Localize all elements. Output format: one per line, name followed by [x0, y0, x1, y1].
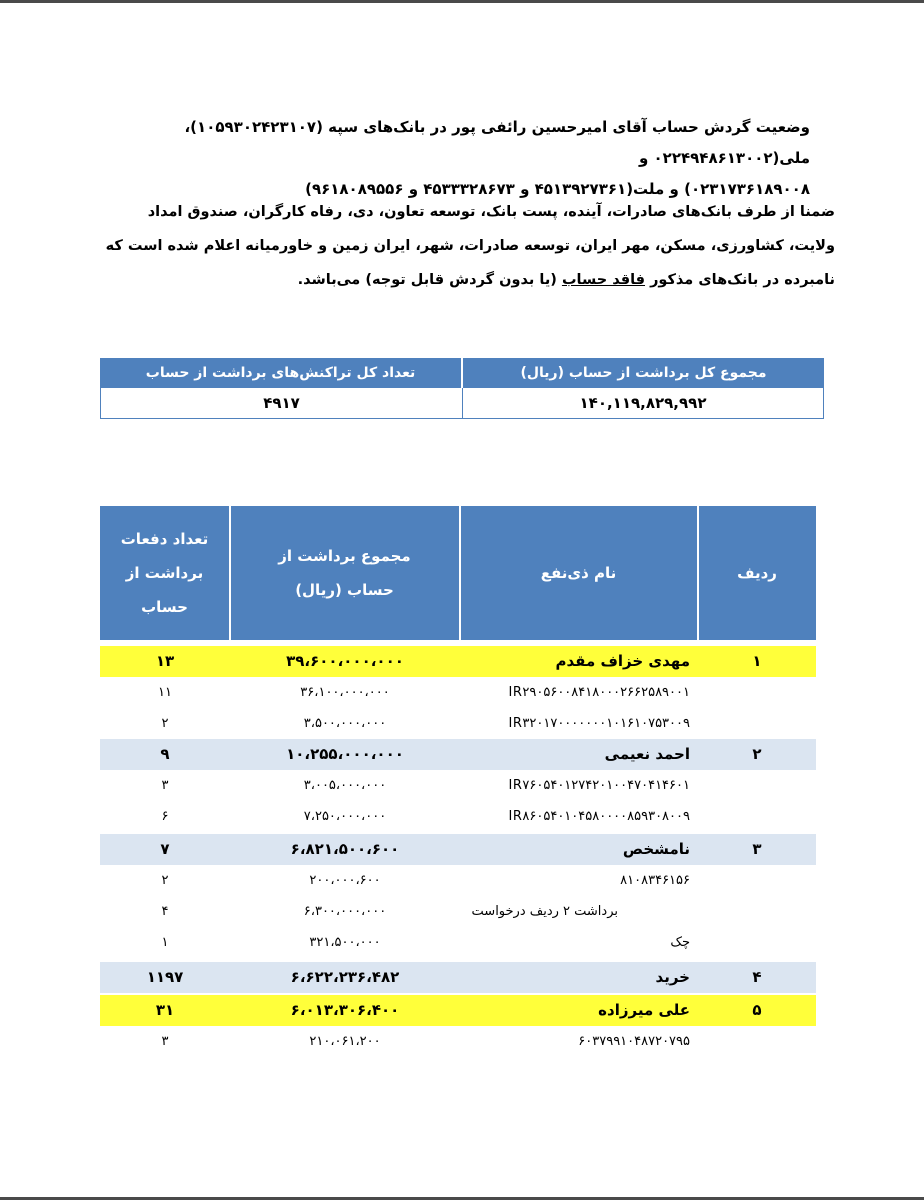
summary-value-divider — [462, 388, 463, 418]
row-radif: ۴ — [752, 968, 762, 986]
row-count: ۷ — [160, 840, 170, 858]
table-row — [100, 708, 816, 739]
summary-header-total: مجموع کل برداشت از حساب (ریال) — [520, 365, 767, 381]
row-sum: ۶،۶۲۲،۲۳۶،۴۸۲ — [290, 968, 400, 986]
row-account: IR۷۶۰۵۴۰۱۲۷۴۲۰۱۰۰۴۷۰۴۱۴۶۰۱ — [508, 778, 690, 793]
row-name: علی میرزاده — [598, 1001, 690, 1019]
heading-line-2: ۰۲۳۱۷۳۶۱۸۹۰۰۸) و ملت(۴۵۱۳۹۲۷۳۶۱ و ۴۵۳۳۳۲۸۶۷۳ و ۹۶۱۸۰۸۹۵۵۶) — [305, 180, 810, 198]
table-row — [100, 1026, 816, 1057]
row-count: ۴ — [161, 904, 169, 919]
header-divider — [229, 506, 231, 640]
summary-value-count: ۴۹۱۷ — [263, 394, 300, 412]
row-account: IR۸۶۰۵۴۰۱۰۴۵۸۰۰۰۰۸۵۹۳۰۸۰۰۹ — [508, 809, 690, 824]
row-count: ۱ — [161, 935, 169, 950]
row-name: نامشخص — [622, 840, 690, 858]
row-radif: ۵ — [752, 1001, 762, 1019]
row-account: ۸۱۰۸۳۴۶۱۵۶ — [620, 873, 690, 888]
row-name: احمد نعیمی — [604, 745, 690, 763]
table-row — [100, 962, 816, 993]
row-account: چک — [670, 935, 690, 950]
note-paragraph — [100, 195, 835, 297]
header-sum-line-1: مجموع برداشت از — [278, 547, 411, 565]
row-count: ۱۳ — [155, 652, 175, 670]
row-sum: ۱۰،۲۵۵،۰۰۰،۰۰۰ — [286, 745, 404, 763]
row-account: IR۳۲۰۱۷۰۰۰۰۰۰۰۱۰۱۶۱۰۷۵۳۰۰۹ — [508, 716, 690, 731]
row-name: خرید — [655, 968, 690, 986]
row-name: مهدی خزاف مقدم — [555, 652, 690, 670]
header-count-line-1: تعداد دفعات — [120, 530, 209, 548]
row-sum: ۳۶،۱۰۰،۰۰۰،۰۰۰ — [300, 685, 390, 700]
row-sum: ۷،۲۵۰،۰۰۰،۰۰۰ — [303, 809, 387, 824]
table-row — [100, 834, 816, 865]
header-count — [100, 506, 229, 640]
row-count: ۳۱ — [155, 1001, 175, 1019]
header-sum-line-2: حساب (ریال) — [295, 581, 394, 599]
summary-values — [100, 388, 824, 419]
row-count: ۲ — [161, 716, 169, 731]
row-account: برداشت ۲ ردیف درخواست — [471, 904, 618, 919]
summary-header-count: تعداد کل تراکنش‌های برداشت از حساب — [145, 365, 416, 381]
row-radif: ۲ — [752, 745, 762, 763]
row-sum: ۲۱۰،۰۶۱،۲۰۰ — [309, 1034, 381, 1049]
table-row — [100, 770, 816, 801]
row-sum: ۶،۸۲۱،۵۰۰،۶۰۰ — [290, 840, 400, 858]
header-divider — [697, 506, 699, 640]
row-account: ۶۰۳۷۹۹۱۰۴۸۷۲۰۷۹۵ — [578, 1034, 690, 1049]
table-row — [100, 801, 816, 832]
table-row — [100, 865, 816, 896]
row-count: ۲ — [161, 873, 169, 888]
row-count: ۹ — [160, 745, 170, 763]
header-divider — [459, 506, 461, 640]
table-row — [100, 927, 816, 958]
header-name: نام ذی‌نفع — [540, 564, 617, 582]
header-sum — [230, 506, 459, 640]
summary-table — [100, 358, 824, 420]
note-underlined-text: فاقد حساب — [561, 272, 646, 288]
heading-line-1: وضعیت گردش حساب آقای امیرحسین رائفی پور در بانک‌های سپه (۱۰۵۹۳۰۲۴۲۳۱۰۷)، ملی(۰۲۲۴۹۴۸۶۱۳۰۰۲ و — [184, 118, 810, 167]
row-count: ۱۱۹۷ — [146, 968, 184, 986]
document-heading — [110, 112, 810, 205]
note-text-2: (یا بدون گردش قابل توجه) می‌باشد. — [297, 272, 562, 288]
row-sum: ۶،۳۰۰،۰۰۰،۰۰۰ — [303, 904, 387, 919]
row-sum: ۳،۰۰۵،۰۰۰،۰۰۰ — [303, 778, 387, 793]
table-row — [100, 896, 816, 927]
top-border — [0, 0, 924, 3]
note-text-1: ضمنا از طرف بانک‌های صادرات، آینده، پست بانک، توسعه تعاون، دی، رفاه کارگران، صندوق امداد ولایت، کشاورزی، مسکن، مهر ایران، توسعه صادرات، شهر، ایران زمین و خاورمیانه اعلام شده است که نامبرده در بانک‌های مذکور — [105, 204, 835, 288]
row-sum: ۳۹،۶۰۰،۰۰۰،۰۰۰ — [286, 652, 404, 670]
row-account: IR۲۹۰۵۶۰۰۸۴۱۸۰۰۰۲۶۶۲۵۸۹۰۰۱ — [508, 685, 690, 700]
table-row — [100, 995, 816, 1026]
table-row — [100, 677, 816, 708]
table-header — [100, 506, 816, 640]
table-row — [100, 739, 816, 770]
row-count: ۶ — [161, 809, 169, 824]
summary-header — [100, 358, 824, 388]
row-sum: ۳۲۱،۵۰۰،۰۰۰ — [309, 935, 381, 950]
row-count: ۳ — [161, 1034, 169, 1049]
header-count-line-3: حساب — [141, 598, 188, 616]
header-radif: ردیف — [737, 564, 777, 582]
summary-value-total: ۱۴۰,۱۱۹,۸۲۹,۹۹۲ — [579, 394, 707, 412]
row-sum: ۲۰۰،۰۰۰،۶۰۰ — [309, 873, 381, 888]
summary-header-divider — [461, 358, 463, 388]
row-count: ۱۱ — [158, 685, 172, 700]
table-row — [100, 646, 816, 677]
row-sum: ۳،۵۰۰،۰۰۰،۰۰۰ — [303, 716, 387, 731]
row-sum: ۶،۰۱۳،۳۰۶،۴۰۰ — [290, 1001, 400, 1019]
row-radif: ۱ — [752, 652, 762, 670]
row-count: ۳ — [161, 778, 169, 793]
row-radif: ۳ — [752, 840, 762, 858]
header-count-line-2: برداشت از — [125, 564, 204, 582]
